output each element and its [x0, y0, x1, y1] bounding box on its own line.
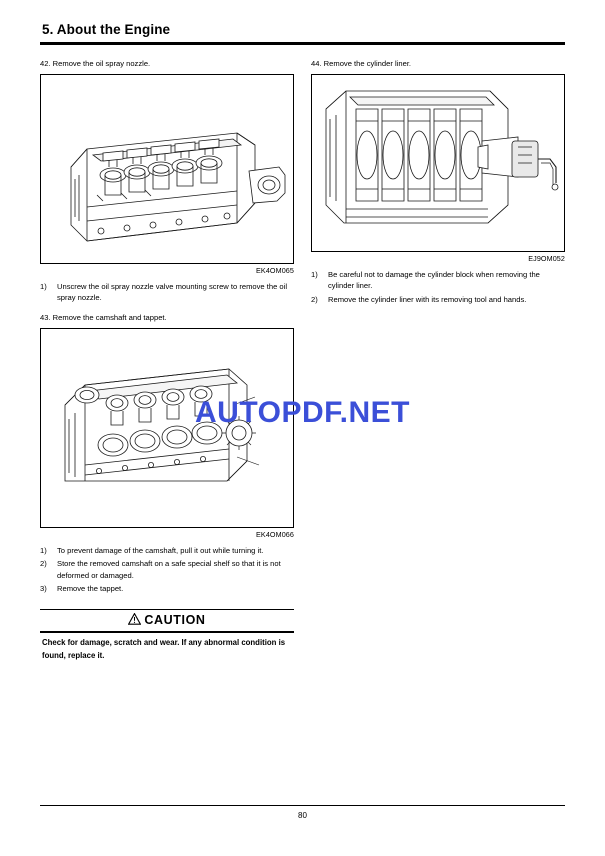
- list-item: [311, 294, 565, 306]
- list-item-number: 2): [311, 294, 318, 304]
- list-item-text: Store the removed camshaft on a safe special shelf so that it is not deformed or damaged.: [57, 559, 281, 580]
- figure-camshaft-tappet: [40, 328, 294, 528]
- list-item-number: 2): [40, 559, 47, 569]
- watermark: AUTOPDF.NET: [195, 396, 410, 429]
- list-item-text: Remove the cylinder liner with its removing tool and hands.: [328, 294, 527, 304]
- step-44-heading: 44. Remove the cylinder liner.: [311, 58, 412, 68]
- caution-title-text: CAUTION: [144, 613, 206, 628]
- figure-2-notes: [40, 545, 294, 595]
- figure-1-code: EK4OM065: [256, 265, 294, 275]
- figure-3-notes: [311, 269, 565, 306]
- figure-3-code: EJ9OM052: [528, 253, 565, 263]
- figure-2-code: EK4OM066: [256, 529, 294, 539]
- list-item-number: 1): [311, 269, 318, 279]
- list-item: [40, 281, 294, 304]
- page-content: [40, 22, 565, 662]
- step-42-heading: 42. Remove the oil spray nozzle.: [40, 58, 151, 68]
- engine-head-illustration: [41, 75, 293, 263]
- two-column-layout: [40, 58, 565, 663]
- figure-cylinder-liner: [311, 74, 565, 252]
- list-item: [40, 583, 294, 595]
- list-item-number: 1): [40, 545, 47, 555]
- list-item-number: 3): [40, 584, 47, 594]
- page-title: 5. About the Engine: [42, 22, 171, 37]
- list-item: [40, 558, 294, 581]
- right-column: [311, 58, 565, 663]
- left-column: [40, 58, 294, 663]
- figure-1-notes: [40, 281, 294, 304]
- list-item-text: To prevent damage of the camshaft, pull it out while turning it.: [57, 545, 264, 555]
- list-item-text: Be careful not to damage the cylinder block when removing the cylinder liner.: [328, 269, 540, 291]
- list-item-text: Remove the tappet.: [57, 584, 124, 594]
- list-item-text: Unscrew the oil spray nozzle valve mounting screw to remove the oil spray nozzle.: [57, 281, 288, 303]
- camshaft-illustration: [41, 329, 293, 527]
- caution-box: [40, 609, 294, 662]
- footer-divider: [40, 805, 565, 806]
- page-footer: [40, 805, 565, 820]
- list-item-number: 1): [40, 281, 47, 291]
- warning-triangle-icon: [128, 613, 141, 625]
- cylinder-block-illustration: [312, 75, 564, 251]
- page-number: 80: [298, 811, 307, 820]
- step-43-heading: 43. Remove the camshaft and tappet.: [40, 312, 167, 322]
- list-item: [40, 545, 294, 557]
- figure-oil-spray-nozzle: [40, 74, 294, 264]
- list-item: [311, 269, 565, 292]
- caution-title: [40, 610, 294, 631]
- title-divider: [40, 42, 565, 45]
- caution-body: Check for damage, scratch and wear. If any abnormal condition is found, replace it.: [42, 637, 286, 660]
